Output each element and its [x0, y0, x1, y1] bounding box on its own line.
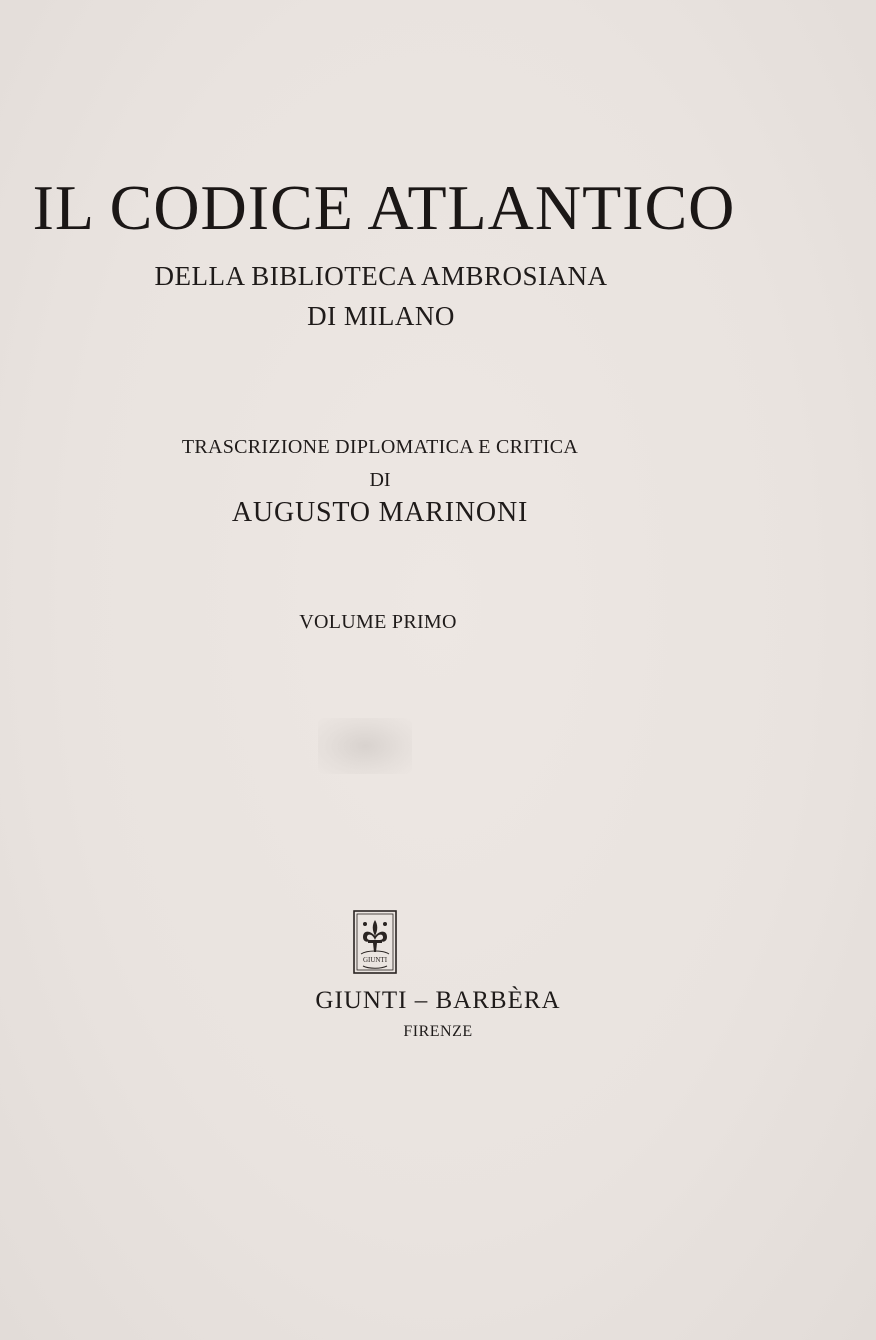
book-subtitle-city: DI MILANO	[307, 301, 455, 331]
author-name: AUGUSTO MARINONI	[231, 497, 529, 528]
publisher-name: GIUNTI – BARBÈRA	[315, 987, 561, 1014]
paper-smudge	[318, 718, 412, 774]
publisher-lily-mark-icon	[353, 910, 397, 974]
publisher-mark-text: GIUNTI	[362, 956, 388, 964]
publisher-city: FIRENZE	[403, 1023, 473, 1040]
transcription-description: TRASCRIZIONE DIPLOMATICA E CRITICA	[181, 436, 579, 458]
book-subtitle-library: DELLA BIBLIOTECA AMBROSIANA	[154, 261, 608, 291]
book-title: IL CODICE ATLANTICO	[32, 172, 736, 243]
by-label: DI	[369, 469, 391, 491]
volume-label: VOLUME PRIMO	[299, 611, 457, 633]
